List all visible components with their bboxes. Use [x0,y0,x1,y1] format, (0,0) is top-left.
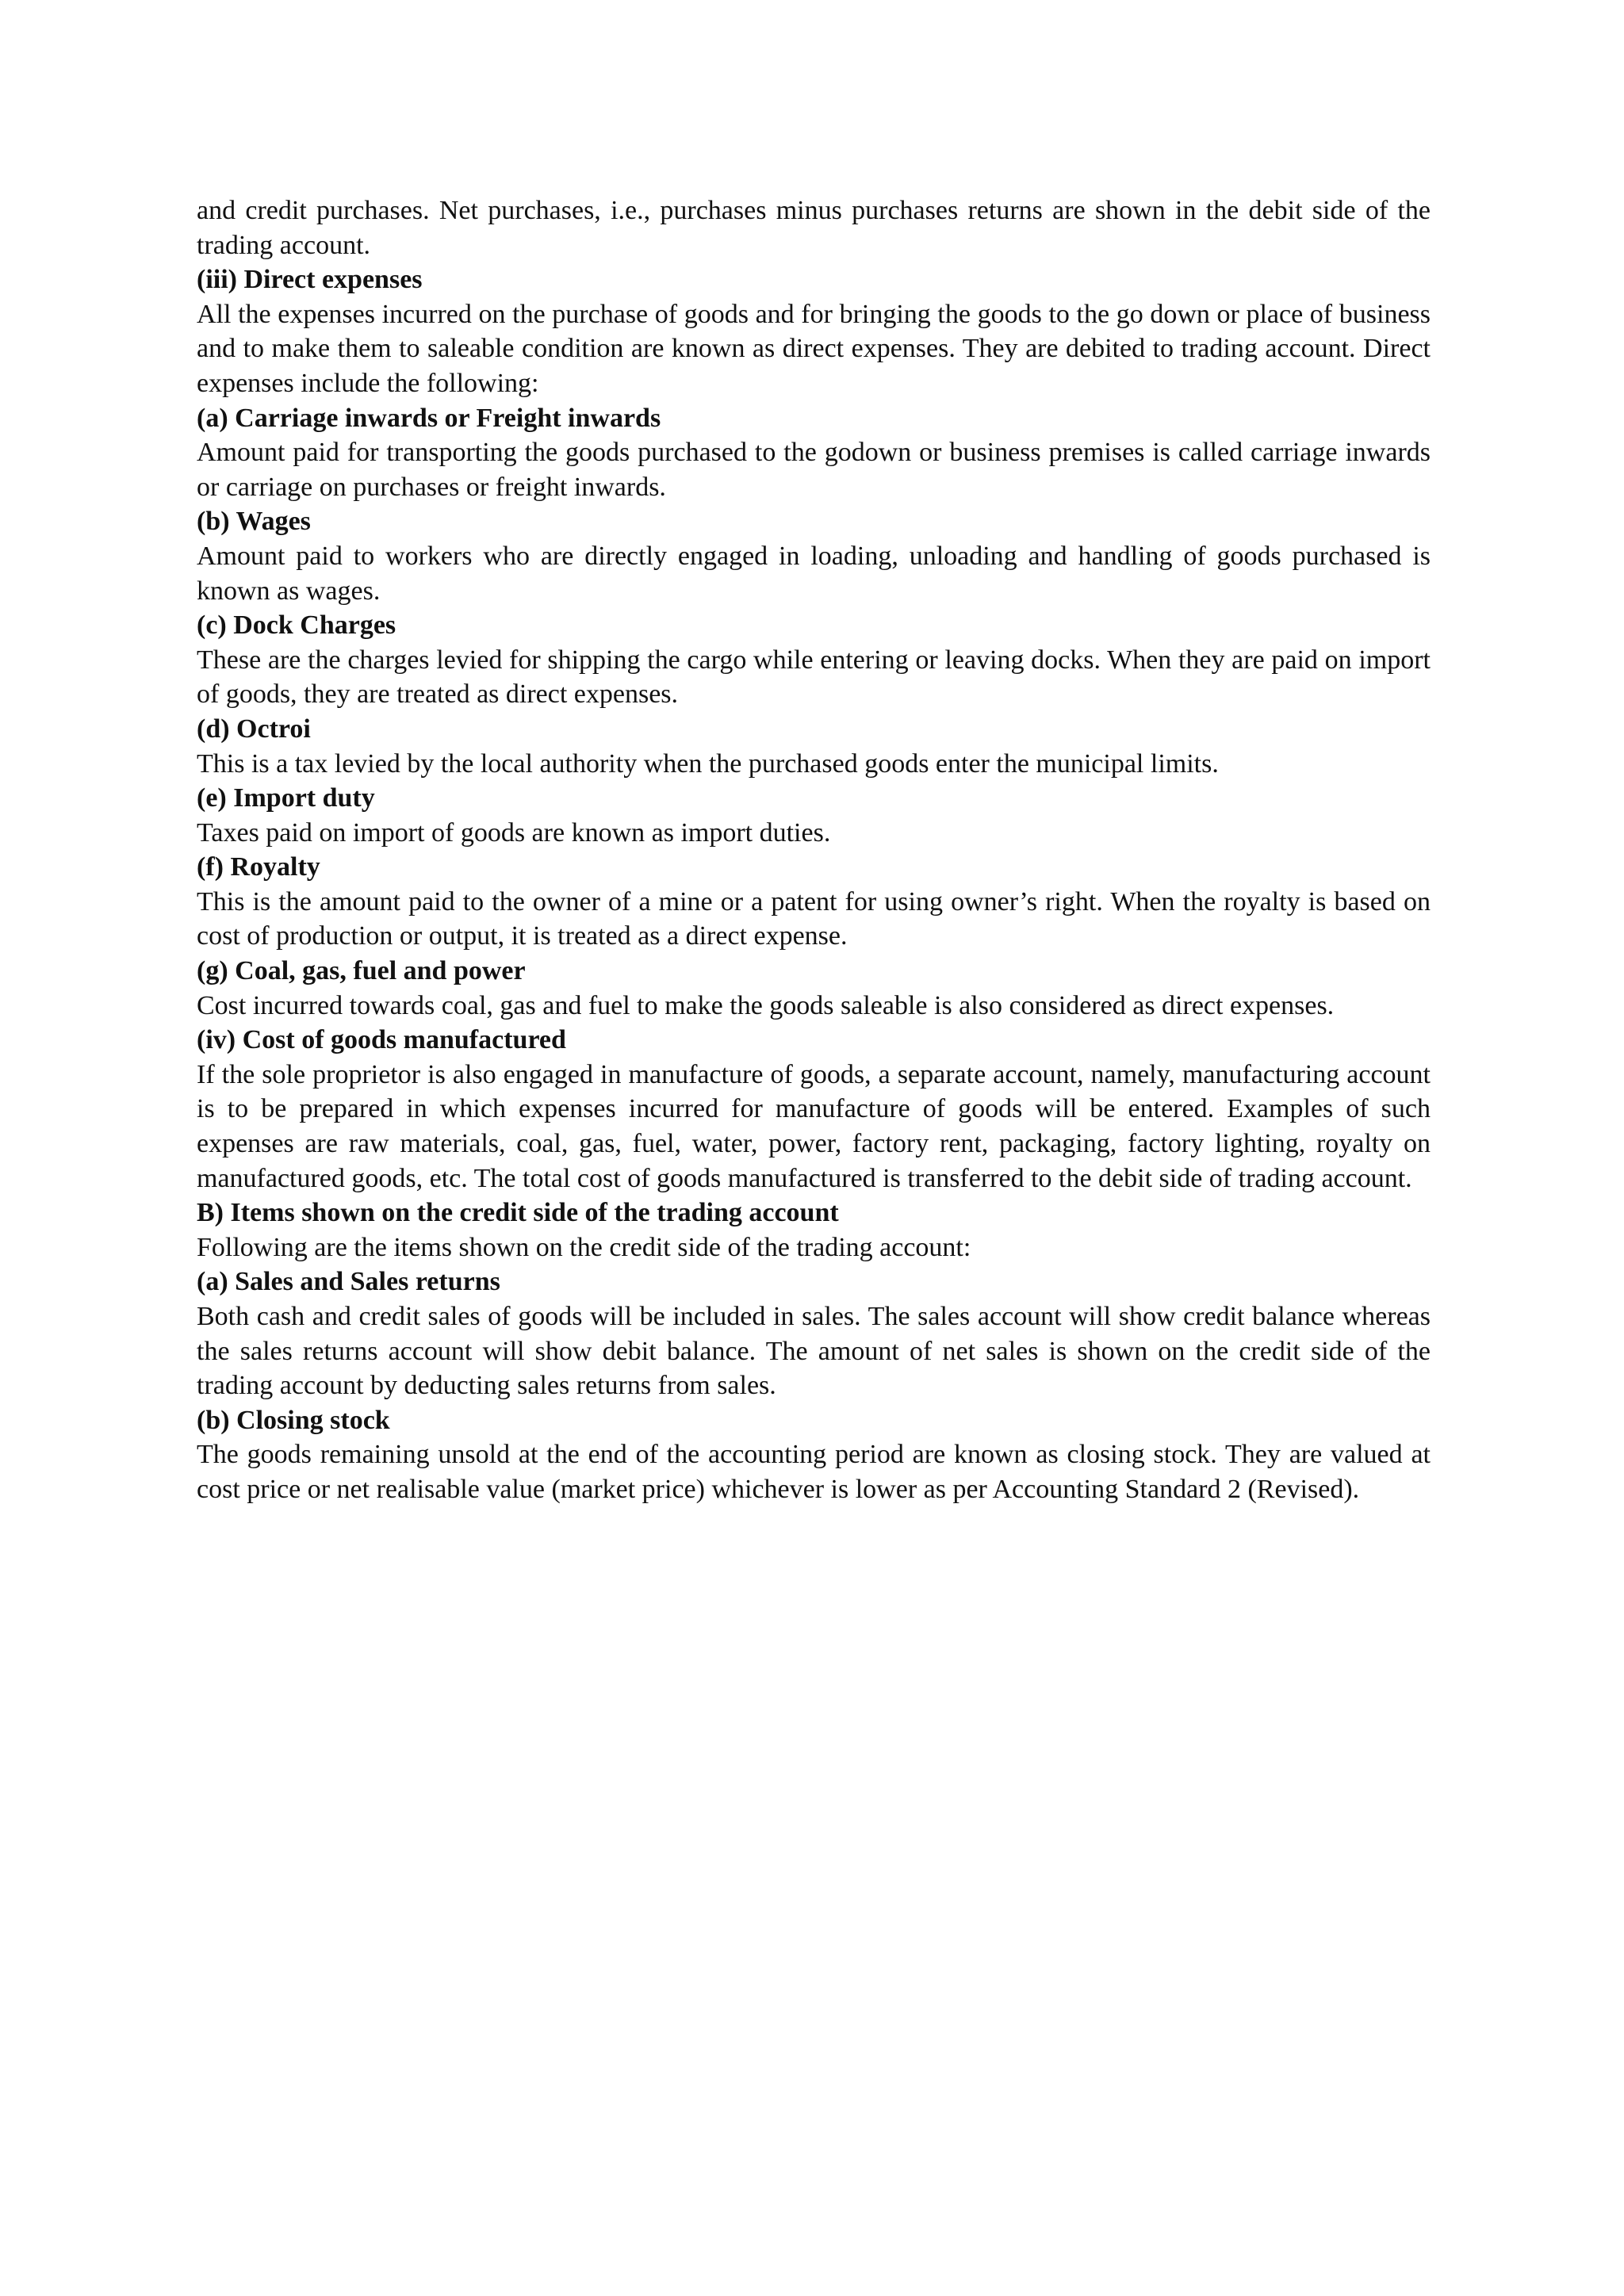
wages-paragraph: Amount paid to workers who are directly engaged in loading, unloading and handling of goods purchased is known as wages. [197,541,1431,606]
royalty-paragraph: This is the amount paid to the owner of a mine or a patent for using owner’s right. When the royalty is based on cost of production or output, it is treated as a direct expense. [197,886,1431,951]
heading-dock-charges: (c) Dock Charges [197,610,396,641]
closing-stock-paragraph: The goods remaining unsold at the end of the accounting period are known as closing stock. They are valued at cost price or net realisable value (market price) whichever is lower as per Accounting Standard 2 (Revised). [197,1440,1431,1504]
heading-wages: (b) Wages [197,507,311,537]
heading-royalty: (f) Royalty [197,852,320,882]
octroi-paragraph: This is a tax levied by the local authority when the purchased goods enter the municipal limits. [197,748,1219,779]
carriage-inwards-paragraph: Amount paid for transporting the goods purchased to the godown or business premises is called carriage inwards or carriage on purchases or freight inwards. [197,438,1431,502]
heading-import-duty: (e) Import duty [197,783,375,813]
heading-coal-gas-fuel-power: (g) Coal, gas, fuel and power [197,956,526,986]
heading-direct-expenses: (iii) Direct expenses [197,265,423,295]
credit-side-items-paragraph: Following are the items shown on the credit side of the trading account: [197,1232,971,1262]
heading-carriage-inwards: (a) Carriage inwards or Freight inwards [197,403,661,433]
heading-cost-of-goods-manufactured: (iv) Cost of goods manufactured [197,1025,566,1055]
document-page [197,193,1431,1507]
heading-sales-and-returns: (a) Sales and Sales returns [197,1267,500,1297]
heading-credit-side-items: B) Items shown on the credit side of the trading account [197,1198,839,1228]
heading-closing-stock: (b) Closing stock [197,1405,390,1435]
sales-and-returns-paragraph: Both cash and credit sales of goods will be included in sales. The sales account will show credit balance whereas the sales returns account will show debit balance. The amount of net sales is shown on the credit side of the trading account by deducting sales returns from sales. [197,1302,1431,1401]
direct-expenses-paragraph: All the expenses incurred on the purchase of goods and for bringing the goods to the go down or place of business and to make them to saleable condition are known as direct expenses. They are debited to trading account. Direct expenses include the following: [197,299,1431,398]
heading-octroi: (d) Octroi [197,714,311,744]
dock-charges-paragraph: These are the charges levied for shipping the cargo while entering or leaving docks. When they are paid on import of goods, they are treated as direct expenses. [197,645,1431,710]
import-duty-paragraph: Taxes paid on import of goods are known as import duties. [197,817,831,848]
intro-paragraph: and credit purchases. Net purchases, i.e., purchases minus purchases returns are shown in the debit side of the trading account. [197,196,1431,260]
cost-of-goods-manufactured-paragraph: If the sole proprietor is also engaged in manufacture of goods, a separate account, namely, manufacturing account is to be prepared in which expenses incurred for manufacture of goods will be entered. Examples of such expenses are raw materials, coal, gas, fuel, water, power, factory rent, packaging, factory lighting, royalty on manufactured goods, etc. The total cost of goods manufactured is transferred to the debit side of trading account. [197,1059,1431,1193]
coal-gas-fuel-power-paragraph: Cost incurred towards coal, gas and fuel to make the goods saleable is also considered as direct expenses. [197,990,1335,1020]
